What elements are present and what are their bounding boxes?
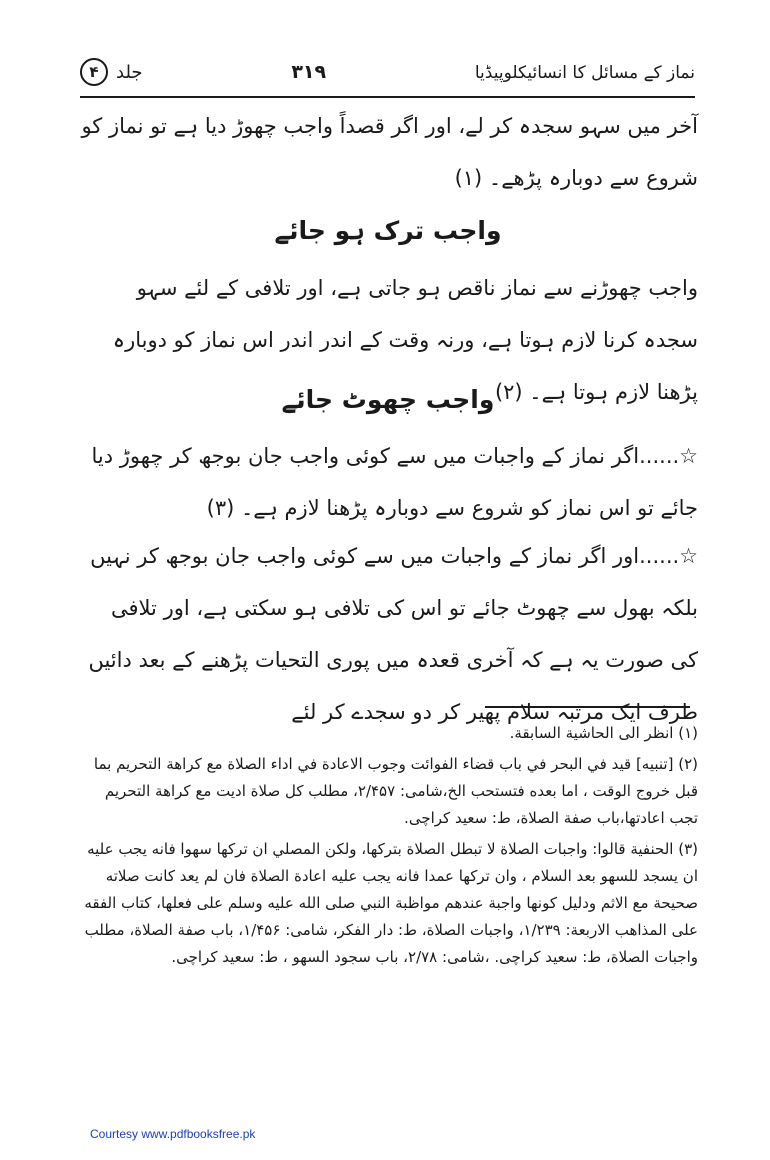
volume-indicator: [80, 58, 143, 86]
section-heading-1: واجب ترک ہو جائے: [274, 216, 502, 245]
footnote-2: (۲) [تنبيه] قيد في البحر في باب قضاء الفوائت وجوب الاعادة في اداء الصلاة مع كراهة التحريم بما قبل خروج الوقت ، اما بعده فتستحب الخ،شامی: ۲/۴۵۷، مطلب كل صلاة اديت مع كراهة التحريم تجب اعادتها،باب صفة الصلاة، ط: سعيد كراچی.: [93, 755, 698, 827]
book-title: نماز کے مسائل کا انسائیکلوپیڈیا: [474, 62, 695, 83]
footnote-separator: [485, 706, 690, 708]
section-heading-2: واجب چھوٹ جائے: [281, 385, 495, 414]
footnote-3: (۳) الحنفية قالوا: واجبات الصلاة لا تبطل الصلاة بتركها، ولكن المصلي ان تركها سهوا فانه يجب عليه ان يسجد للسهو بعد السلام ، وان تركها عمدا فانه يجب عليه اعادة الصلاة فان لم يعد كانت صلاته صحيحة مع الاثم ودليل كونها واجبة عندهم مواظبة النبي صلى الله عليه وسلم على فعلها، كتاب الفقه على المذاهب الاربعة: ۱/۲۳۹، واجبات الصلاة، ط: دار الفكر، شامی: ۱/۴۵۶، باب صفة الصلاة، مطلب واجبات الصلاة، ط: سعيد كراچی. ،شامی: ۲/۷۸، باب سجود السهو ، ط: سعيد كراچی.: [84, 840, 698, 966]
page-number: ۳۱۹: [291, 61, 327, 83]
page-header: [80, 54, 695, 90]
courtesy-link[interactable]: Courtesy www.pdfbooksfree.pk: [90, 1127, 256, 1141]
volume-label: جلد: [116, 61, 143, 83]
footnote-1: (۱) انظر الى الحاشية السابقة.: [509, 724, 698, 742]
footnotes: [78, 720, 698, 975]
header-rule: [80, 96, 695, 98]
paragraph-2: واجب چھوڑنے سے نماز ناقص ہو جاتی ہے، اور تلافی کے لئے سہو سجدہ کرنا لازم ہوتا ہے، ورنہ وقت کے اندر اندر اس نماز کو دوبارہ پڑھنا لازم ہوتا ہے۔ (۲): [112, 276, 698, 404]
volume-number-badge: ۴: [80, 58, 108, 86]
paragraph-3: ☆......اگر نماز کے واجبات میں سے کوئی واجب جان بوجھ کر چھوڑ دیا جائے تو اس نماز کو شروع سے دوبارہ پڑھنا لازم ہے۔ (۳): [91, 444, 698, 520]
paragraph-4: ☆......اور اگر نماز کے واجبات میں سے کوئی واجب جان بوجھ کر نہیں بلکہ بھول سے چھوٹ جائے تو اس کی تلافی ہو سکتی ہے، اور تلافی کی صورت یہ ہے کہ آخری قعدہ میں پوری التحیات پڑھنے کے بعد دائیں طرف ایک مرتبہ سلام پھیر کر دو سجدے کر لئے: [88, 544, 698, 724]
paragraph-1: آخر میں سہو سجدہ کر لے، اور اگر قصداً واجب چھوڑ دیا ہے تو نماز کو شروع سے دوبارہ پڑھے۔ (۱): [81, 114, 698, 190]
